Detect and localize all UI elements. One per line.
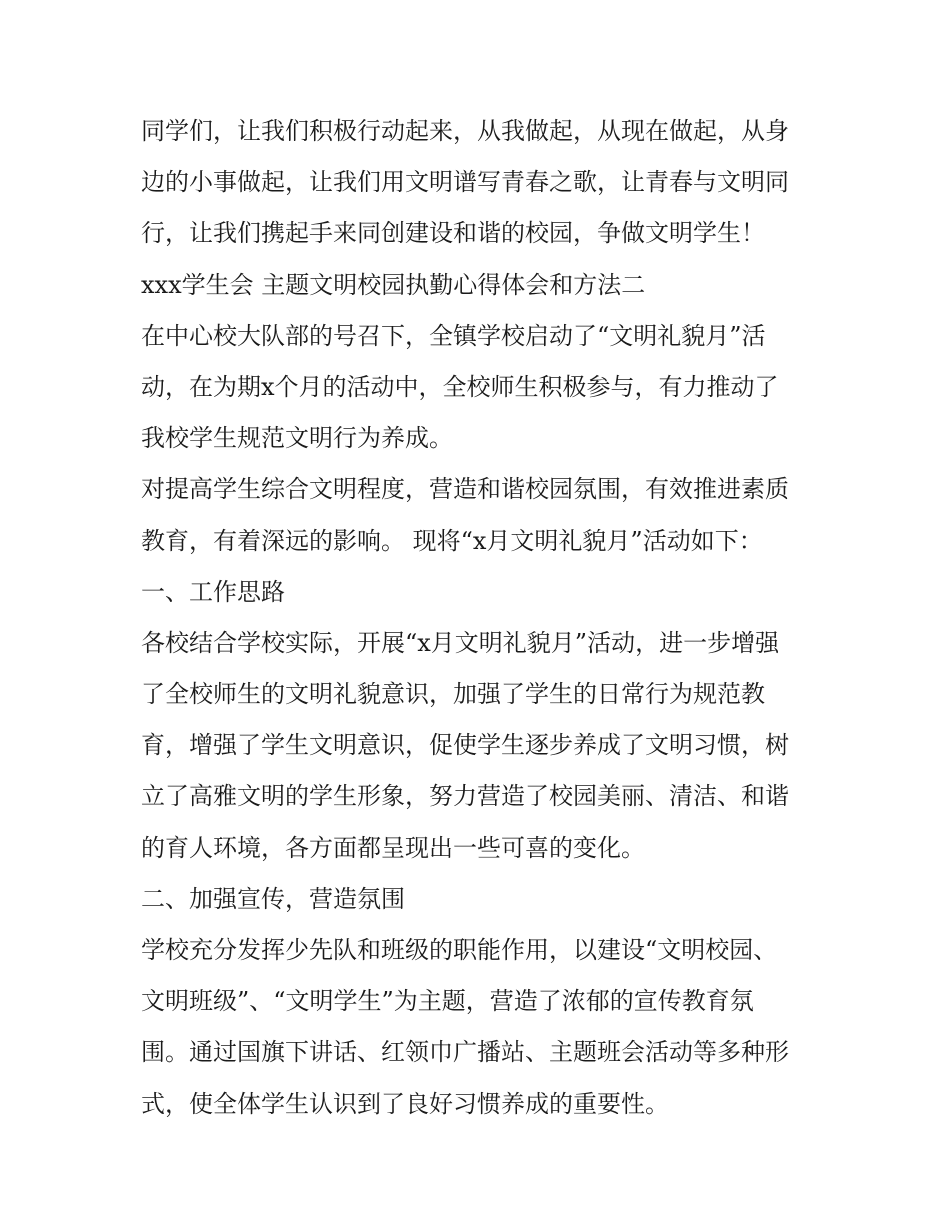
paragraph-line: 学校充分发挥少先队和班级的职能作用，以建设“文明校园、 [141, 936, 778, 964]
paragraph-line: 我校学生规范文明行为养成。 [141, 424, 453, 453]
section-heading-publicity: 二、加强宣传，营造氛围 [141, 884, 405, 913]
section-title: xxx学生会 主题文明校园执勤心得体会和方法二 [141, 270, 646, 299]
document-body [141, 106, 821, 1130]
paragraph-line: 行，让我们携起手来同创建设和谐的校园，争做文明学生！ [141, 219, 765, 248]
paragraph-line: 育，增强了学生文明意识，促使学生逐步养成了文明习惯，树 [141, 731, 789, 760]
paragraph-line: 教育，有着深远的影响。 现将“x月文明礼貌月”活动如下： [141, 526, 763, 555]
paragraph-line: 动，在为期x个月的活动中，全校师生积极参与，有力推动了 [141, 372, 779, 401]
paragraph-line: 围。通过国旗下讲话、红领巾广播站、主题班会活动等多种形 [141, 1038, 789, 1067]
paragraph-line: 式，使全体学生认识到了良好习惯养成的重要性。 [141, 1089, 669, 1118]
paragraph-line: 的育人环境，各方面都呈现出一些可喜的变化。 [141, 833, 645, 862]
paragraph-line: 了全校师生的文明礼貌意识，加强了学生的日常行为规范教 [141, 680, 765, 709]
paragraph-line: 对提高学生综合文明程度，营造和谐校园氛围，有效推进素质 [141, 475, 789, 504]
section-heading-work-approach: 一、工作思路 [141, 577, 285, 606]
paragraph-line: 文明班级”、“文明学生”为主题，营造了浓郁的宣传教育氛 [141, 987, 754, 1016]
paragraph-line: 在中心校大队部的号召下，全镇学校启动了“文明礼貌月”活 [141, 321, 766, 350]
paragraph-line: 立了高雅文明的学生形象，努力营造了校园美丽、清洁、和谐 [141, 782, 789, 811]
paragraph-line: 边的小事做起，让我们用文明谱写青春之歌，让青春与文明同 [141, 168, 789, 197]
paragraph-line: 同学们，让我们积极行动起来，从我做起，从现在做起，从身 [141, 117, 789, 145]
paragraph-line: 各校结合学校实际，开展“x月文明礼貌月”活动，进一步增强 [141, 628, 780, 657]
